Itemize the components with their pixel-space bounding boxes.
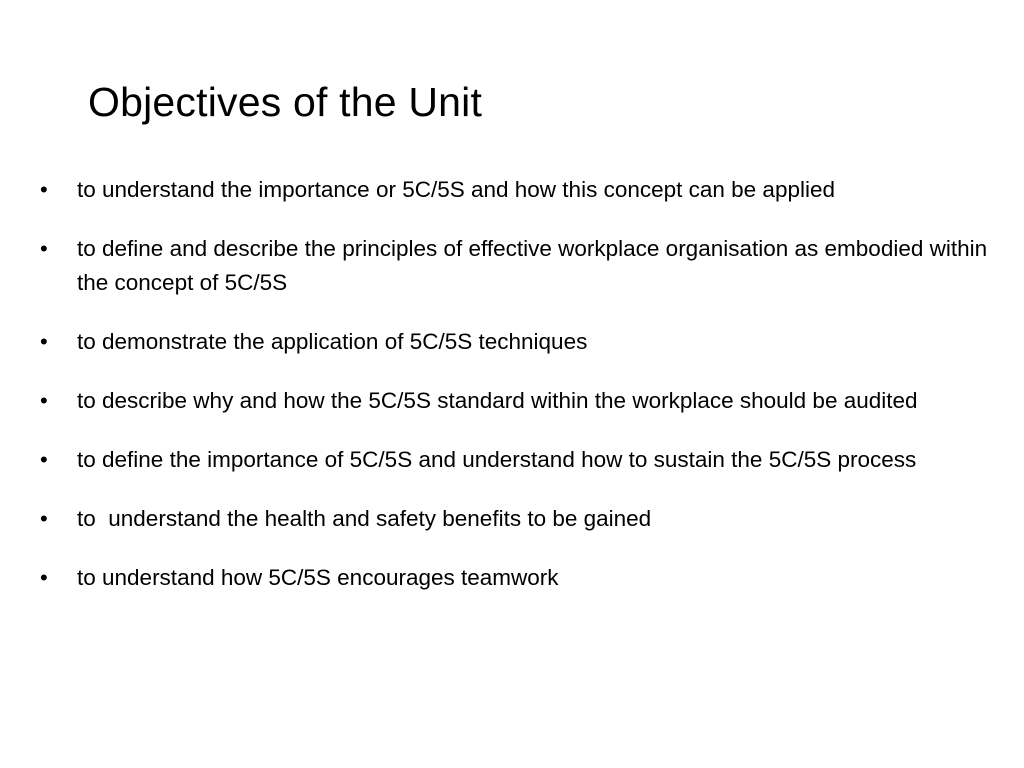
- objective-text: to understand the importance or 5C/5S and how this concept can be applied: [77, 177, 835, 202]
- bullet-icon: •: [40, 447, 48, 472]
- objective-text: to understand how 5C/5S encourages teamwork: [77, 565, 559, 590]
- objective-item: [40, 443, 990, 477]
- objective-text: to define and describe the principles of effective workplace organisation as embodied within the concept of 5C/5S: [77, 236, 994, 295]
- bullet-icon: •: [40, 329, 48, 354]
- objective-text: to describe why and how the 5C/5S standard within the workplace should be audited: [77, 388, 918, 413]
- objective-item: [40, 561, 990, 595]
- objective-item: [40, 384, 990, 418]
- bullet-icon: •: [40, 236, 48, 261]
- bullet-icon: •: [40, 388, 48, 413]
- objective-text: to demonstrate the application of 5C/5S techniques: [77, 329, 588, 354]
- objective-text: to understand the health and safety benefits to be gained: [77, 506, 652, 531]
- objective-item: [40, 502, 990, 536]
- bullet-icon: •: [40, 177, 48, 202]
- bullet-icon: •: [40, 565, 48, 590]
- bullet-icon: •: [40, 506, 48, 531]
- objectives-list: [40, 173, 994, 620]
- objective-item: [40, 173, 990, 207]
- objective-item: [40, 232, 994, 300]
- objective-item: [40, 325, 990, 359]
- slide-title: Objectives of the Unit: [88, 79, 483, 125]
- objective-text: to define the importance of 5C/5S and understand how to sustain the 5C/5S process: [77, 447, 917, 472]
